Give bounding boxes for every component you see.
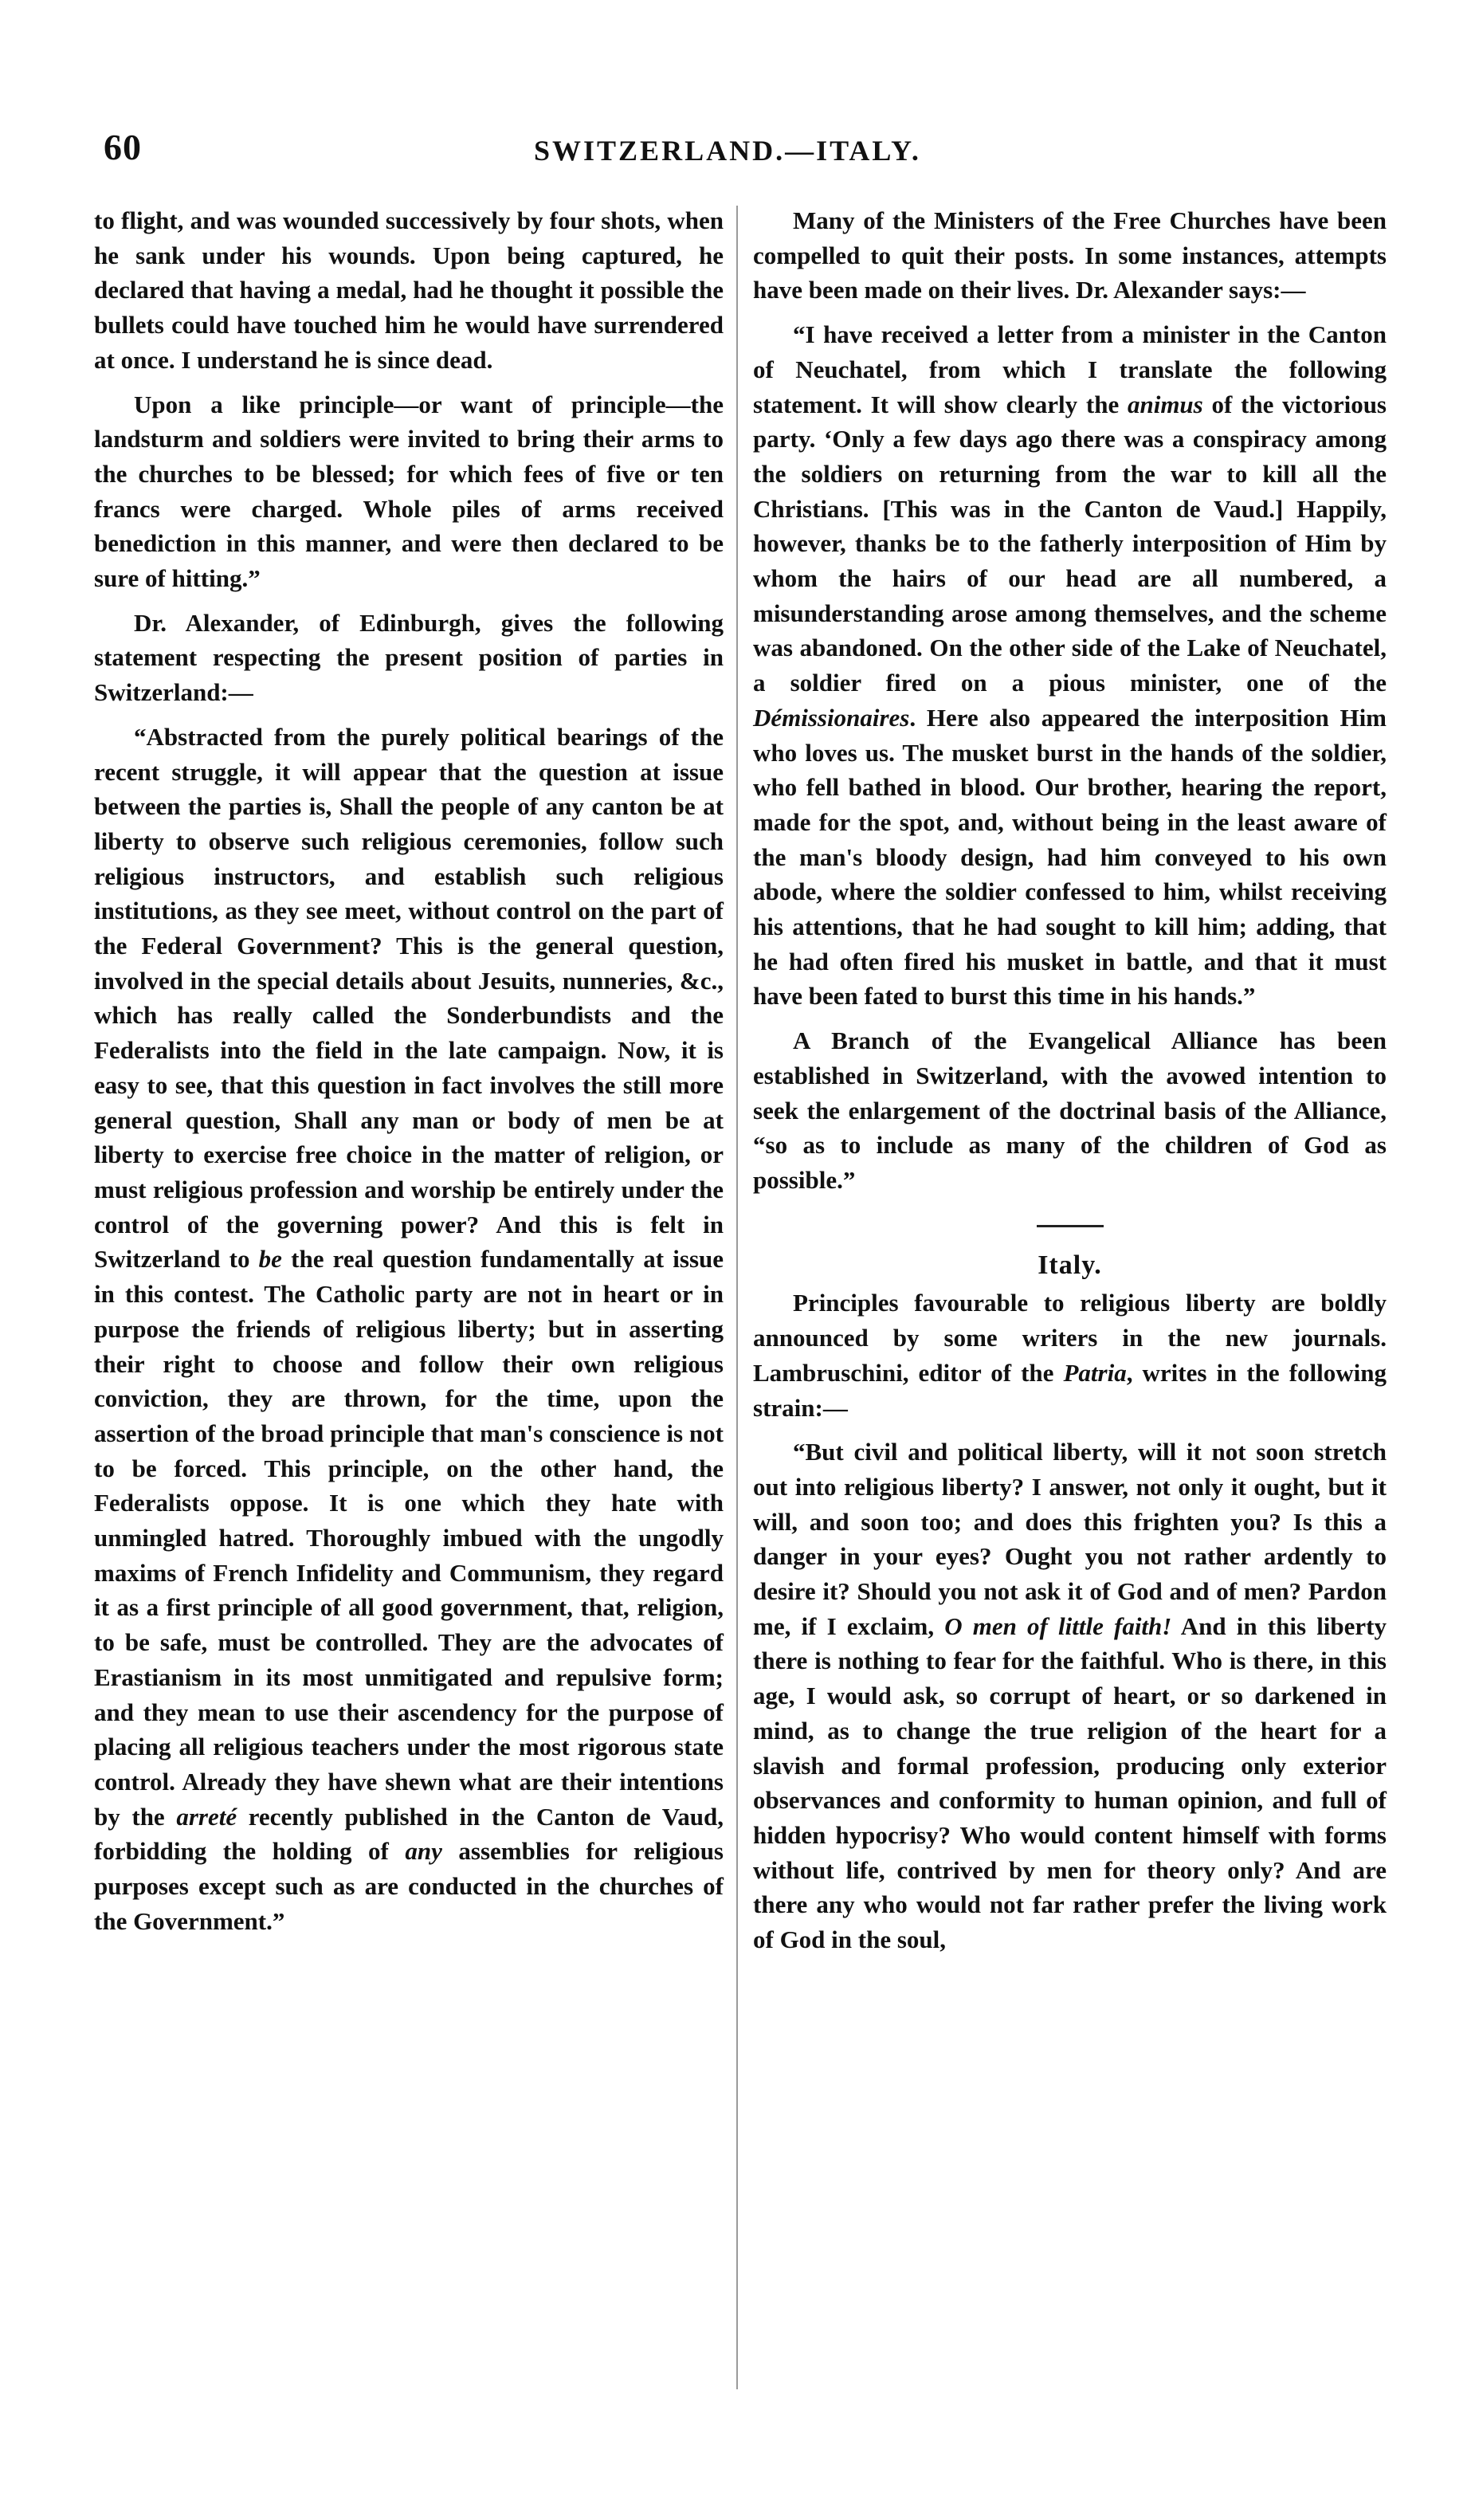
italic-text: any	[405, 1837, 442, 1866]
right-column	[753, 203, 1387, 1967]
running-head	[104, 126, 1371, 174]
text-run: “Abstracted from the purely political bearings of the recent struggle, it will appear that the question at issue between the parties is, Shall the people of any canton be at liberty to observe such religious ceremonies, follow such religious instructors, and establish such religious institutions, as they see meet, without control on the part of the Federal Government? This is the general question, involved in the special details about Jesuits, nunneries, &c., which has really called the Sonderbundists and the Federalists into the field in the late campaign. Now, it is easy to see, that this question in fact involves the still more general question, Shall any man or body of men be at liberty to exercise free choice in the matter of religion, or must religious profession and worship be entirely under the control of the governing power? And this is felt in Switzerland to	[94, 722, 724, 1274]
quoted-paragraph	[753, 317, 1387, 1014]
paragraph: Upon a like principle—or want of principle—the landsturm and soldiers were invited to bring their arms to the churches to be blessed; for which fees of five or ten francs were charged. Whole piles of arms received benediction in this manner, and were then declared to be sure of hitting.”	[94, 390, 724, 593]
page-number: 60	[104, 127, 142, 167]
italic-text: Démissionaires	[753, 703, 910, 732]
italic-text: be	[258, 1245, 282, 1274]
paragraph	[753, 1286, 1387, 1425]
column-rule	[736, 206, 738, 2389]
italic-text: animus	[1127, 390, 1203, 418]
text-run: And in this liberty there is nothing to fear for the faithful. Who is there, in this age, I would ask, so corrupt of heart, or so darkened in mind, as to change the true religion of the heart for a slavish and formal profession, producing only exterior observances and conformity to human opinion, and full of hidden hypocrisy? Who would content himself with forms without life, contrived by men for theory only? And are there any who would not far rather prefer the living work of God in the soul,	[753, 1611, 1387, 1954]
italic-text: Patria	[1063, 1358, 1127, 1387]
section-divider	[1037, 1225, 1104, 1227]
paragraph: Dr. Alexander, of Edinburgh, gives the following statement respecting the present position of parties in Switzerland:—	[94, 608, 724, 707]
text-run: “But civil and political liberty, will it not soon stretch out into religious liberty? I answer, not only it ought, but it will, and soon too; and does this frighten you? Is this a danger in your eyes? Ought you not rather ardently to desire it? Should you not ask it of God and of men? Pardon me, if I exclaim,	[753, 1438, 1387, 1640]
quoted-paragraph	[94, 720, 724, 1939]
quoted-paragraph	[753, 1435, 1387, 1957]
text-run: recently published in the Canton de Vaud, forbidding the holding of	[94, 1802, 724, 1866]
section-heading: Italy.	[1038, 1250, 1102, 1280]
text-run: “I have received a letter from a minister in the Canton of Neuchatel, from which I translate the following statement. It will show clearly the	[753, 320, 1387, 418]
text-run: Principles favourable to religious liberty are boldly announced by some writers in the new journals. Lambruschini, editor of the	[753, 1289, 1387, 1387]
paragraph: A Branch of the Evangelical Alliance has been established in Switzerland, with the avowed intention to seek the enlargement of the doctrinal basis of the Alliance, “so as to include as many of the children of God as possible.”	[753, 1026, 1387, 1194]
text-run: of the victorious party. ‘Only a few days ago there was a conspiracy among the soldiers on returning from the war to kill all the Christians. [This was in the Canton de Vaud.] Happily, however, thanks be to the fatherly interposition of Him by whom the hairs of our head are all numbered, a misunderstanding arose among themselves, and the scheme was abandoned. On the other side of the Lake of Neuchatel, a soldier fired on a pious minister, one of the	[753, 390, 1387, 697]
text-run: . Here also appeared the interposition Him who loves us. The musket burst in the hands of the soldier, who fell bathed in blood. Our brother, hearing the report, made for the spot, and, without being in the least aware of the man's bloody design, had him conveyed to his own abode, where the soldier confessed to him, whilst receiving his attentions, that he had sought to kill him; adding, that he had often fired his musket in battle, and that it must have been fated to burst this time in his hands.”	[753, 703, 1387, 1011]
left-column	[94, 203, 724, 1948]
text-run: the real question fundamentally at issue in this contest. The Catholic party are not in heart or in purpose the friends of religious liberty; but in asserting their right to choose and follow their own religious conviction, they are thrown, for the time, upon the assertion of the broad principle that man's conscience is not to be forced. This principle, on the other hand, the Federalists oppose. It is one which they hate with unmingled hatred. Thoroughly imbued with the ungodly maxims of French Infidelity and Communism, they regard it as a first principle of all good government, that, religion, to be safe, must be controlled. They are the advocates of Erastianism in its most unmitigated and repulsive form; and they mean to use their ascendency for the purpose of placing all religious teachers under the most rigorous state control. Already they have shewn what are their intentions by the	[94, 1245, 724, 1831]
paragraph: Many of the Ministers of the Free Churches have been compelled to quit their posts. In some instances, attempts have been made on their lives. Dr. Alexander says:—	[753, 206, 1387, 304]
paragraph: to flight, and was wounded successively by four shots, when he sank under his wounds. Upon being captured, he declared that having a medal, had he thought it possible the bullets could have touched him he would have surrendered at once. I understand he is since dead.	[94, 206, 724, 374]
text-run: assemblies for religious purposes except such as are conducted in the churches of the Government.”	[94, 1837, 724, 1935]
running-title: SWITZERLAND.—ITALY.	[534, 135, 921, 167]
italic-text: O men of little faith!	[944, 1611, 1172, 1640]
text-run: , writes in the following strain:—	[753, 1358, 1387, 1422]
italic-text: arreté	[176, 1802, 237, 1831]
